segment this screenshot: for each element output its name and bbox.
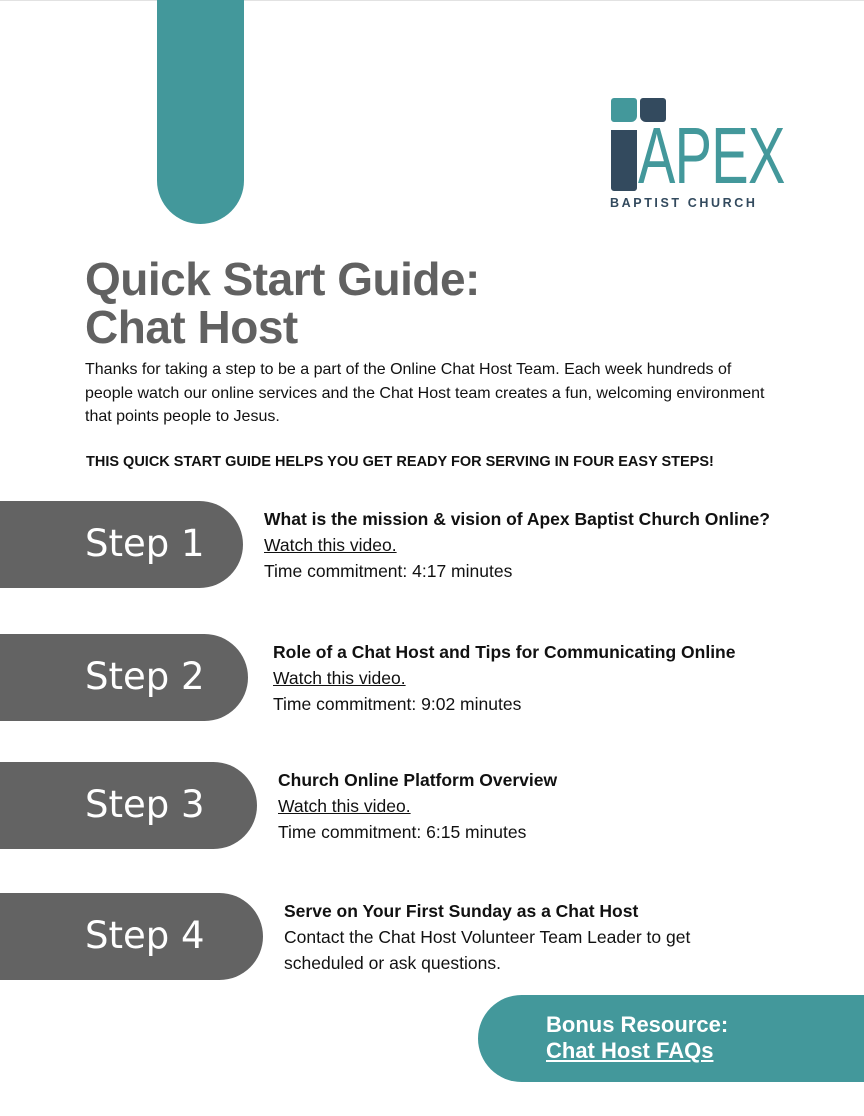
step-4-title: Serve on Your First Sunday as a Chat Host — [284, 901, 639, 921]
page-title-line-2: Chat Host — [85, 301, 298, 353]
chat-host-faqs-link[interactable]: Chat Host FAQs — [546, 1038, 714, 1063]
top-divider — [0, 0, 864, 1]
page-title — [85, 255, 480, 351]
step-4-pill — [0, 893, 263, 980]
step-4-description: Contact the Chat Host Volunteer Team Leader to get scheduled or ask questions. — [284, 927, 691, 973]
step-1-time: Time commitment: 4:17 minutes — [264, 561, 513, 581]
step-1-title: What is the mission & vision of Apex Baptist Church Online? — [264, 509, 770, 529]
logo-bar — [611, 130, 637, 191]
step-3-content — [278, 767, 557, 845]
steps-headline: THIS QUICK START GUIDE HELPS YOU GET READY FOR SERVING IN FOUR EASY STEPS! — [86, 454, 714, 470]
step-2-title: Role of a Chat Host and Tips for Communicating Online — [273, 642, 736, 662]
step-3-title: Church Online Platform Overview — [278, 770, 558, 790]
intro-paragraph: Thanks for taking a step to be a part of the Online Chat Host Team. Each week hundreds of people watch our online services and the Chat Host team creates a fun, welcoming environment that points people to Jesus. — [85, 361, 765, 425]
logo-subtitle: BAPTIST CHURCH — [610, 196, 758, 210]
step-2-pill — [0, 634, 248, 721]
bonus-resource-banner — [478, 995, 864, 1082]
step-2-label: Step 2 — [85, 655, 205, 698]
step-3-pill — [0, 762, 257, 849]
step-2-video-link[interactable]: Watch this video. — [273, 668, 406, 688]
step-3-video-link[interactable]: Watch this video. — [278, 796, 411, 816]
decorative-teal-tab — [157, 0, 244, 224]
step-2-content — [273, 639, 735, 717]
logo-wordmark: APEX — [638, 111, 785, 200]
step-4-label: Step 4 — [85, 914, 205, 957]
step-1-pill — [0, 501, 243, 588]
page-title-line-1: Quick Start Guide: — [85, 253, 480, 305]
step-2-time: Time commitment: 9:02 minutes — [273, 694, 522, 714]
step-1-label: Step 1 — [85, 522, 205, 565]
bonus-resource-label: Bonus Resource: — [546, 1012, 729, 1037]
step-4-content — [284, 898, 754, 976]
logo-square-teal — [611, 98, 637, 122]
step-3-label: Step 3 — [85, 783, 205, 826]
step-3-time: Time commitment: 6:15 minutes — [278, 822, 527, 842]
step-1-video-link[interactable]: Watch this video. — [264, 535, 397, 555]
apex-logo — [610, 96, 786, 216]
step-1-content — [264, 506, 770, 584]
